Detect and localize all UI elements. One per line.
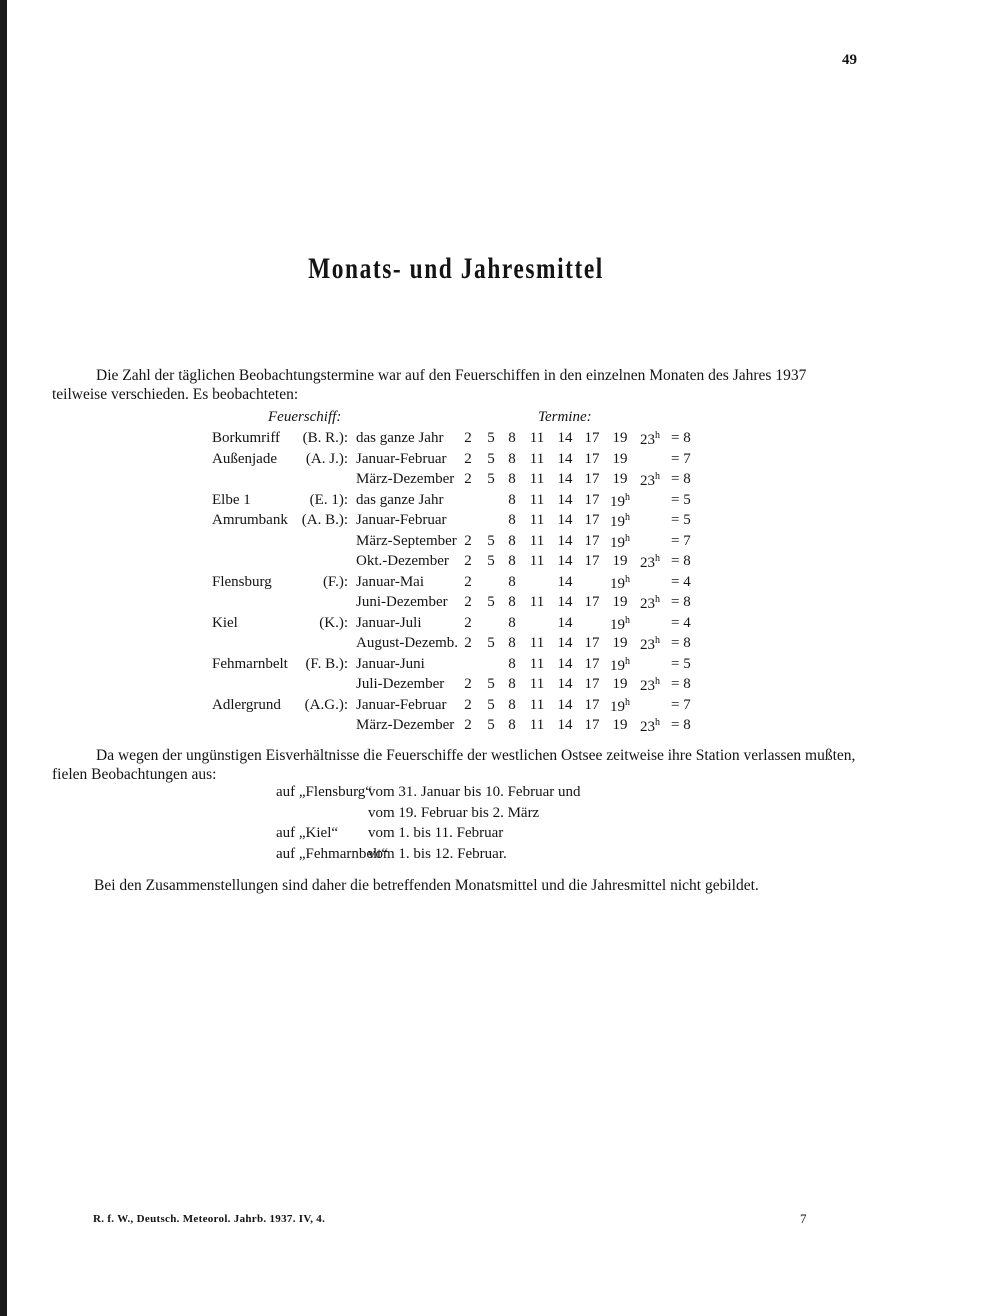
observation-hour: 14: [557, 512, 573, 528]
absence-row: [276, 805, 676, 826]
schedule-row: [0, 574, 1000, 595]
observation-hour: 23$^h$: [640, 471, 660, 489]
observation-hour: 5: [487, 532, 495, 549]
observation-hour: 11: [529, 594, 545, 610]
ice-text: Da wegen der ungünstigen Eisverhältnisse die Feuerschiffe der westlichen Ostsee zeitweise ihre Station verlassen mußten, fielen Beobachtungen aus:: [52, 747, 856, 783]
observation-hour: 2: [464, 676, 472, 692]
period: Januar-Februar: [356, 512, 447, 528]
ship-name: Flensburg: [212, 573, 272, 590]
observation-hour: 17: [584, 655, 600, 672]
observation-count: = 4: [671, 573, 691, 590]
period: Juni-Dezember: [356, 594, 448, 610]
period: Juli-Dezember: [356, 676, 445, 692]
observation-hour: 5: [487, 717, 495, 733]
observation-hour: 8: [508, 594, 516, 610]
period: Okt.-Dezember: [356, 553, 449, 569]
schedule-row: [0, 697, 1000, 718]
observation-hour: 17: [584, 512, 600, 528]
observation-hour: 14: [557, 635, 573, 651]
schedule-row: [0, 492, 1000, 513]
page-title: Monats- und Jahresmittel: [308, 252, 604, 285]
footer-citation: R. f. W., Deutsch. Meteorol. Jahrb. 1937. IV, 4.: [93, 1213, 326, 1225]
observation-hour: 19: [612, 553, 628, 569]
ship-name: Elbe 1: [212, 491, 251, 508]
observation-hour: 11: [529, 450, 545, 467]
observation-hour: 5: [487, 696, 495, 713]
observation-hour: 19: [612, 676, 628, 692]
observation-hour: 19$^h$: [610, 532, 630, 551]
observation-hour: 8: [508, 696, 516, 713]
observation-hour: 8: [508, 512, 516, 528]
observation-hour: 5: [487, 594, 495, 610]
observation-count: = 5: [671, 491, 691, 508]
ship-abbreviation: (A. B.):: [301, 512, 348, 528]
ship-name: Außenjade: [212, 450, 277, 467]
observation-hour: 2: [464, 594, 472, 610]
absence-row: [276, 825, 676, 846]
observation-hour: 8: [508, 450, 516, 467]
observation-count: = 7: [671, 450, 691, 467]
observation-hour: 11: [529, 717, 545, 733]
observation-count: = 4: [671, 614, 691, 631]
absence-ship: auf „Fehmarnbelt“: [276, 845, 389, 862]
observation-hour: 2: [464, 532, 472, 549]
period: März-September: [356, 532, 457, 549]
period: März-Dezember: [356, 471, 455, 487]
observation-hour: 11: [529, 676, 545, 692]
observation-hour: 14: [557, 573, 573, 590]
header-termine: Termine:: [538, 409, 592, 425]
observation-hour: 14: [557, 676, 573, 692]
observation-hour: 14: [557, 696, 573, 713]
observation-hour: 5: [487, 471, 495, 487]
observation-hour: 5: [487, 676, 495, 692]
ship-abbreviation: (K.):: [319, 614, 348, 631]
observation-hour: 5: [487, 430, 495, 446]
observation-hour: 19: [612, 471, 628, 487]
observation-hour: 14: [557, 532, 573, 549]
schedule-row: [0, 676, 1000, 697]
observation-hour: 17: [584, 635, 600, 651]
observation-hour: 8: [508, 717, 516, 733]
observation-count: = 8: [671, 635, 691, 651]
observation-hour: 5: [487, 635, 495, 651]
ship-abbreviation: (F. B.):: [305, 655, 348, 672]
observation-hour: 19: [612, 635, 628, 651]
sheet-number: 7: [800, 1211, 807, 1226]
absence-range: vom 31. Januar bis 10. Februar und: [368, 784, 581, 800]
observation-hour: 8: [508, 491, 516, 508]
observation-hour: 8: [508, 553, 516, 569]
observation-hour: 19$^h$: [610, 573, 630, 592]
observation-hour: 14: [557, 614, 573, 631]
period: das ganze Jahr: [356, 430, 444, 446]
schedule-row: [0, 635, 1000, 656]
period: Januar-Juni: [356, 655, 425, 672]
schedule-row: [0, 594, 1000, 615]
observation-count: = 5: [671, 655, 691, 672]
observation-hour: 2: [464, 553, 472, 569]
observation-hour: 23$^h$: [640, 553, 660, 571]
absence-ship: auf „Flensburg“: [276, 784, 372, 800]
observation-schedule-table: [0, 430, 1000, 738]
schedule-row: [0, 512, 1000, 533]
observation-hour: 14: [557, 450, 573, 467]
absence-row: [276, 784, 676, 805]
observation-hour: 17: [584, 717, 600, 733]
observation-count: = 7: [671, 696, 691, 713]
observation-hour: 8: [508, 532, 516, 549]
header-feuerschiff: Feuerschiff:: [268, 409, 342, 425]
period: Januar-Februar: [356, 696, 447, 713]
observation-hour: 17: [584, 532, 600, 549]
observation-count: = 8: [671, 676, 691, 692]
schedule-row: [0, 451, 1000, 472]
observation-count: = 8: [671, 471, 691, 487]
observation-hour: 23$^h$: [640, 430, 660, 448]
observation-hour: 14: [557, 491, 573, 508]
observation-count: = 8: [671, 553, 691, 569]
observation-hour: 19$^h$: [610, 512, 630, 530]
observation-hour: 8: [508, 614, 516, 631]
observation-hour: 2: [464, 696, 472, 713]
observation-count: = 5: [671, 512, 691, 528]
schedule-row: [0, 717, 1000, 738]
ship-name: Fehmarnbelt: [212, 655, 288, 672]
page-number: 49: [842, 52, 857, 68]
observation-hour: 14: [557, 594, 573, 610]
absence-range: vom 1. bis 12. Februar.: [368, 845, 507, 862]
observation-hour: 14: [557, 553, 573, 569]
observation-hour: 11: [529, 512, 545, 528]
observation-hour: 19$^h$: [610, 614, 630, 633]
schedule-row: [0, 615, 1000, 636]
schedule-row: [0, 471, 1000, 492]
ship-name: Borkumriff: [212, 430, 281, 446]
observation-hour: 14: [557, 717, 573, 733]
observation-hour: 2: [464, 430, 472, 446]
observation-hour: 14: [557, 655, 573, 672]
ship-abbreviation: (A.G.):: [304, 696, 348, 713]
observation-hour: 11: [529, 553, 545, 569]
ship-name: Amrumbank: [212, 512, 288, 528]
observation-hour: 17: [584, 450, 600, 467]
observation-hour: 19: [612, 594, 628, 610]
period: Januar-Februar: [356, 450, 447, 467]
observation-hour: 23$^h$: [640, 676, 660, 694]
observation-hour: 19$^h$: [610, 491, 630, 510]
schedule-row: [0, 553, 1000, 574]
observation-hour: 11: [529, 430, 545, 446]
observation-count: = 8: [671, 717, 691, 733]
observation-hour: 8: [508, 635, 516, 651]
absence-ship: auf „Kiel“: [276, 825, 339, 841]
observation-hour: 19$^h$: [610, 696, 630, 715]
ship-name: Adlergrund: [212, 696, 281, 713]
observation-hour: 17: [584, 676, 600, 692]
closing-paragraph: Bei den Zusammenstellungen sind daher die betreffenden Monatsmittel und die Jahresmittel nicht gebildet.: [94, 877, 759, 894]
observation-hour: 2: [464, 450, 472, 467]
observation-hour: 11: [529, 655, 545, 672]
observation-hour: 8: [508, 655, 516, 672]
schedule-row: [0, 533, 1000, 554]
schedule-row: [0, 430, 1000, 451]
observation-hour: 11: [529, 635, 545, 651]
ship-abbreviation: (F.):: [322, 573, 348, 590]
observation-hour: 23$^h$: [640, 717, 660, 735]
observation-hour: 23$^h$: [640, 594, 660, 612]
ship-abbreviation: (B. R.):: [302, 430, 348, 446]
observation-hour: 2: [464, 717, 472, 733]
ship-abbreviation: (A. J.):: [305, 450, 348, 467]
observation-hour: 17: [584, 471, 600, 487]
observation-hour: 11: [529, 491, 545, 508]
observation-hour: 2: [464, 635, 472, 651]
observation-hour: 23$^h$: [640, 635, 660, 653]
observation-hour: 2: [464, 573, 472, 590]
absence-row: [276, 846, 676, 867]
observation-count: = 8: [671, 430, 691, 446]
ship-abbreviation: (E. 1):: [309, 491, 348, 508]
absence-range: vom 1. bis 11. Februar: [368, 825, 504, 841]
observation-count: = 7: [671, 532, 691, 549]
observation-hour: 11: [529, 696, 545, 713]
observation-hour: 5: [487, 450, 495, 467]
ship-name: Kiel: [212, 614, 238, 631]
observation-hour: 14: [557, 430, 573, 446]
period: Januar-Mai: [356, 573, 425, 590]
schedule-row: [0, 656, 1000, 677]
intro-text: Die Zahl der täglichen Beobachtungstermine war auf den Feuerschiffen in den einzelnen Monaten des Jahres 1937 teilweise verschieden. Es beobachteten:: [52, 367, 807, 403]
absence-range: vom 19. Februar bis 2. März: [368, 804, 540, 821]
observation-hour: 8: [508, 471, 516, 487]
observation-hour: 8: [508, 573, 516, 590]
absence-list: [276, 784, 676, 866]
observation-hour: 11: [529, 532, 545, 549]
observation-hour: 17: [584, 594, 600, 610]
observation-hour: 5: [487, 553, 495, 569]
observation-hour: 19: [612, 430, 628, 446]
observation-count: = 8: [671, 594, 691, 610]
observation-hour: 2: [464, 471, 472, 487]
period: August-Dezemb.: [356, 635, 459, 651]
observation-hour: 17: [584, 696, 600, 713]
ice-paragraph: [52, 746, 862, 784]
observation-hour: 19: [612, 717, 628, 733]
observation-hour: 17: [584, 491, 600, 508]
intro-paragraph: [52, 366, 862, 404]
observation-hour: 8: [508, 676, 516, 692]
observation-hour: 17: [584, 553, 600, 569]
period: Januar-Juli: [356, 614, 422, 631]
observation-hour: 2: [464, 614, 472, 631]
period: das ganze Jahr: [356, 491, 444, 508]
period: März-Dezember: [356, 717, 455, 733]
observation-hour: 8: [508, 430, 516, 446]
observation-hour: 14: [557, 471, 573, 487]
observation-hour: 11: [529, 471, 545, 487]
observation-hour: 17: [584, 430, 600, 446]
observation-hour: 19$^h$: [610, 655, 630, 674]
observation-hour: 19: [612, 450, 628, 467]
